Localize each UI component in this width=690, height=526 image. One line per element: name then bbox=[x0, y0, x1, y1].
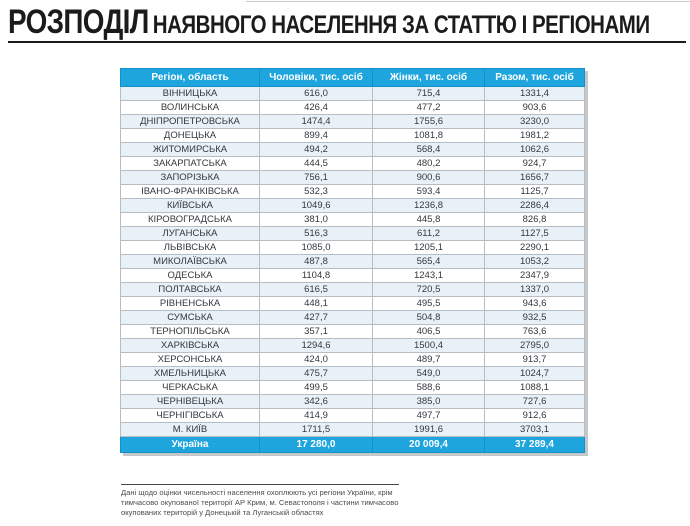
men-cell: 444,5 bbox=[260, 157, 373, 171]
table-row bbox=[121, 311, 585, 325]
table-row bbox=[121, 143, 585, 157]
region-cell: ВОЛИНСЬКА bbox=[121, 101, 260, 115]
total-cell: 932,5 bbox=[485, 311, 585, 325]
total-cell: 1062,6 bbox=[485, 143, 585, 157]
men-cell: 426,4 bbox=[260, 101, 373, 115]
men-cell: 1711,5 bbox=[260, 423, 373, 437]
men-cell: 516,3 bbox=[260, 227, 373, 241]
region-cell: Україна bbox=[121, 437, 260, 453]
men-cell: 414,9 bbox=[260, 409, 373, 423]
total-cell: 1981,2 bbox=[485, 129, 585, 143]
total-cell: 2290,1 bbox=[485, 241, 585, 255]
men-cell: 487,8 bbox=[260, 255, 373, 269]
table-row bbox=[121, 269, 585, 283]
women-cell: 406,5 bbox=[373, 325, 485, 339]
region-cell: РІВНЕНСЬКА bbox=[121, 297, 260, 311]
women-cell: 720,5 bbox=[373, 283, 485, 297]
title-rest: НАЯВНОГО НАСЕЛЕННЯ ЗА СТАТТЮ І РЕГІОНАМИ bbox=[152, 11, 650, 39]
men-cell: 1085,0 bbox=[260, 241, 373, 255]
region-cell: ЗАПОРІЗЬКА bbox=[121, 171, 260, 185]
table-row bbox=[121, 423, 585, 437]
women-cell: 20 009,4 bbox=[373, 437, 485, 453]
table-head bbox=[121, 69, 585, 87]
region-cell: ХМЕЛЬНИЦЬКА bbox=[121, 367, 260, 381]
men-cell: 381,0 bbox=[260, 213, 373, 227]
women-cell: 1755,6 bbox=[373, 115, 485, 129]
total-cell: 1127,5 bbox=[485, 227, 585, 241]
footnote: Дані щодо оцінки чисельності населення охоплюють усі регіони України, крім тимчасово окупованої території АР Крим, м. Севастополя і частини тимчасово окупованих територій у Донецькій та Луганській областях bbox=[121, 488, 399, 517]
women-cell: 1081,8 bbox=[373, 129, 485, 143]
region-cell: ІВАНО-ФРАНКІВСЬКА bbox=[121, 185, 260, 199]
column-header: Разом, тис. осіб bbox=[485, 69, 585, 87]
region-cell: ЗАКАРПАТСЬКА bbox=[121, 157, 260, 171]
total-cell: 826,8 bbox=[485, 213, 585, 227]
region-cell: КИЇВСЬКА bbox=[121, 199, 260, 213]
population-table bbox=[120, 68, 585, 453]
women-cell: 715,4 bbox=[373, 87, 485, 101]
region-cell: ЧЕРНІВЕЦЬКА bbox=[121, 395, 260, 409]
total-cell: 903,6 bbox=[485, 101, 585, 115]
total-cell: 1337,0 bbox=[485, 283, 585, 297]
region-cell: ТЕРНОПІЛЬСЬКА bbox=[121, 325, 260, 339]
women-cell: 445,8 bbox=[373, 213, 485, 227]
table-row bbox=[121, 87, 585, 101]
women-cell: 480,2 bbox=[373, 157, 485, 171]
region-cell: ХЕРСОНСЬКА bbox=[121, 353, 260, 367]
footnote-divider bbox=[121, 484, 399, 485]
table-row bbox=[121, 381, 585, 395]
men-cell: 1474,4 bbox=[260, 115, 373, 129]
table-row bbox=[121, 395, 585, 409]
total-cell: 1656,7 bbox=[485, 171, 585, 185]
table-row bbox=[121, 353, 585, 367]
women-cell: 504,8 bbox=[373, 311, 485, 325]
table-row bbox=[121, 157, 585, 171]
total-cell: 727,6 bbox=[485, 395, 585, 409]
column-header: Жінки, тис. осіб bbox=[373, 69, 485, 87]
men-cell: 494,2 bbox=[260, 143, 373, 157]
region-cell: ЧЕРНІГІВСЬКА bbox=[121, 409, 260, 423]
total-cell: 1024,7 bbox=[485, 367, 585, 381]
region-cell: ВІННИЦЬКА bbox=[121, 87, 260, 101]
men-cell: 427,7 bbox=[260, 311, 373, 325]
men-cell: 475,7 bbox=[260, 367, 373, 381]
men-cell: 448,1 bbox=[260, 297, 373, 311]
region-cell: ЖИТОМИРСЬКА bbox=[121, 143, 260, 157]
table-row bbox=[121, 297, 585, 311]
men-cell: 616,0 bbox=[260, 87, 373, 101]
table-row bbox=[121, 367, 585, 381]
men-cell: 342,6 bbox=[260, 395, 373, 409]
total-cell: 912,6 bbox=[485, 409, 585, 423]
women-cell: 385,0 bbox=[373, 395, 485, 409]
women-cell: 611,2 bbox=[373, 227, 485, 241]
region-cell: ДНІПРОПЕТРОВСЬКА bbox=[121, 115, 260, 129]
total-cell: 2347,9 bbox=[485, 269, 585, 283]
table-row bbox=[121, 241, 585, 255]
women-cell: 1991,6 bbox=[373, 423, 485, 437]
women-cell: 593,4 bbox=[373, 185, 485, 199]
region-cell: М. КИЇВ bbox=[121, 423, 260, 437]
region-cell: ЛУГАНСЬКА bbox=[121, 227, 260, 241]
table-row bbox=[121, 325, 585, 339]
region-cell: КІРОВОГРАДСЬКА bbox=[121, 213, 260, 227]
total-cell: 37 289,4 bbox=[485, 437, 585, 453]
region-cell: СУМСЬКА bbox=[121, 311, 260, 325]
women-cell: 1500,4 bbox=[373, 339, 485, 353]
total-row bbox=[121, 437, 585, 453]
region-cell: ПОЛТАВСЬКА bbox=[121, 283, 260, 297]
table-row bbox=[121, 227, 585, 241]
table-row bbox=[121, 213, 585, 227]
women-cell: 1243,1 bbox=[373, 269, 485, 283]
header-row bbox=[121, 69, 585, 87]
total-cell: 3703,1 bbox=[485, 423, 585, 437]
men-cell: 1104,8 bbox=[260, 269, 373, 283]
total-cell: 913,7 bbox=[485, 353, 585, 367]
men-cell: 17 280,0 bbox=[260, 437, 373, 453]
table-row bbox=[121, 283, 585, 297]
region-cell: ЛЬВІВСЬКА bbox=[121, 241, 260, 255]
table-row bbox=[121, 171, 585, 185]
region-cell: ХАРКІВСЬКА bbox=[121, 339, 260, 353]
column-header: Регіон, область bbox=[121, 69, 260, 87]
men-cell: 756,1 bbox=[260, 171, 373, 185]
total-cell: 2286,4 bbox=[485, 199, 585, 213]
total-cell: 943,6 bbox=[485, 297, 585, 311]
women-cell: 489,7 bbox=[373, 353, 485, 367]
men-cell: 1049,6 bbox=[260, 199, 373, 213]
men-cell: 616,5 bbox=[260, 283, 373, 297]
total-cell: 1088,1 bbox=[485, 381, 585, 395]
women-cell: 1205,1 bbox=[373, 241, 485, 255]
women-cell: 568,4 bbox=[373, 143, 485, 157]
women-cell: 565,4 bbox=[373, 255, 485, 269]
women-cell: 900,6 bbox=[373, 171, 485, 185]
total-cell: 763,6 bbox=[485, 325, 585, 339]
table-row bbox=[121, 199, 585, 213]
region-cell: ОДЕСЬКА bbox=[121, 269, 260, 283]
title-emphasis: РОЗПОДІЛ bbox=[8, 3, 149, 41]
men-cell: 424,0 bbox=[260, 353, 373, 367]
men-cell: 357,1 bbox=[260, 325, 373, 339]
table-row bbox=[121, 115, 585, 129]
total-cell: 1331,4 bbox=[485, 87, 585, 101]
region-cell: ЧЕРКАСЬКА bbox=[121, 381, 260, 395]
total-cell: 924,7 bbox=[485, 157, 585, 171]
total-cell: 1125,7 bbox=[485, 185, 585, 199]
men-cell: 899,4 bbox=[260, 129, 373, 143]
table-row bbox=[121, 339, 585, 353]
women-cell: 477,2 bbox=[373, 101, 485, 115]
women-cell: 549,0 bbox=[373, 367, 485, 381]
women-cell: 495,5 bbox=[373, 297, 485, 311]
page-title bbox=[8, 2, 650, 45]
table-foot bbox=[121, 437, 585, 453]
table-row bbox=[121, 255, 585, 269]
region-cell: МИКОЛАЇВСЬКА bbox=[121, 255, 260, 269]
men-cell: 532,3 bbox=[260, 185, 373, 199]
total-cell: 2795,0 bbox=[485, 339, 585, 353]
table-row bbox=[121, 129, 585, 143]
men-cell: 1294,6 bbox=[260, 339, 373, 353]
women-cell: 1236,8 bbox=[373, 199, 485, 213]
table-row bbox=[121, 101, 585, 115]
table-row bbox=[121, 185, 585, 199]
total-cell: 1053,2 bbox=[485, 255, 585, 269]
column-header: Чоловіки, тис. осіб bbox=[260, 69, 373, 87]
table-body bbox=[121, 87, 585, 437]
total-cell: 3230,0 bbox=[485, 115, 585, 129]
women-cell: 588,6 bbox=[373, 381, 485, 395]
region-cell: ДОНЕЦЬКА bbox=[121, 129, 260, 143]
men-cell: 499,5 bbox=[260, 381, 373, 395]
table-row bbox=[121, 409, 585, 423]
title-underline bbox=[8, 41, 686, 43]
women-cell: 497,7 bbox=[373, 409, 485, 423]
